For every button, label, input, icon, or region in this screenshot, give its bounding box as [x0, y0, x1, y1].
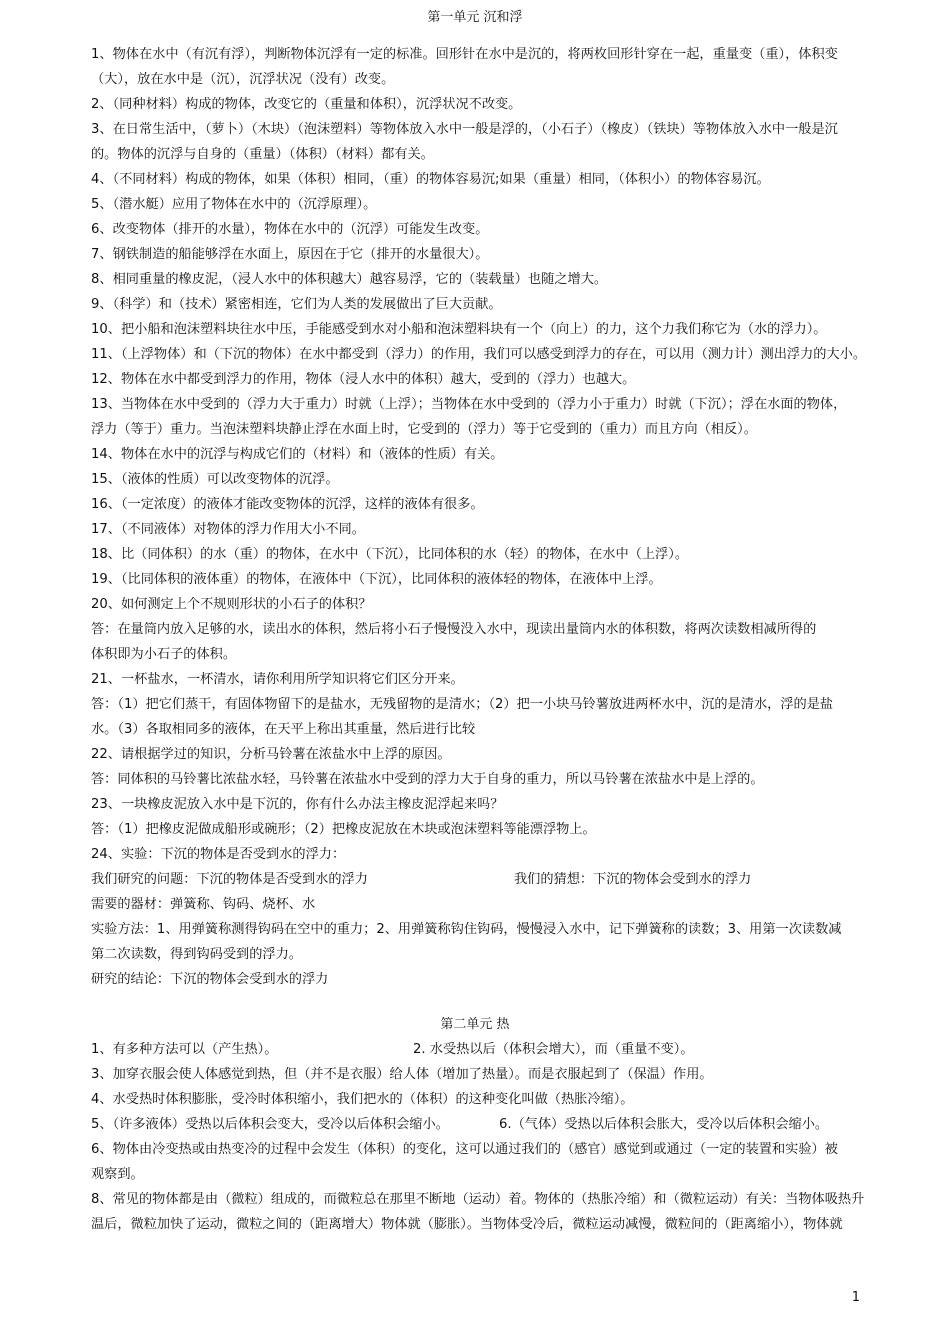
unit2-item-2: 2. 水受热以后（体积会增大），而（重量不变）。 — [413, 1042, 694, 1057]
unit2-item-5: 5、（许多液体）受热以后体积会变大，受冷以后体积会缩小。 — [91, 1117, 449, 1132]
text-line: 浮力（等于）重力。当泡沫塑料块静止浮在水面上时，它受到的（浮力）等于它受到的（重力）而且方向（相反）。 — [91, 422, 757, 437]
text-line: 水。（3）各取相同多的液体，在天平上称出其重量，然后进行比较 — [91, 722, 476, 737]
text-line: 22、请根据学过的知识，分析马铃薯在浓盐水中上浮的原因。 — [91, 747, 451, 762]
text-line: 答：在量筒内放入足够的水，读出水的体积，然后将小石子慢慢没入水中，现读出量筒内水的体积数，将两次读数相减所得的 — [91, 622, 817, 637]
text-line: 答：同体积的马铃薯比浓盐水轻，马铃薯在浓盐水中受到的浮力大于自身的重力，所以马铃薯在浓盐水中是上浮的。 — [91, 772, 764, 787]
text-line: 4、（不同材料）构成的物体，如果（体积）相同，（重）的物体容易沉;如果（重量）相同，（体积小）的物体容易沉。 — [91, 172, 770, 187]
unit2-item-6: 6.（气体）受热以后体积会胀大，受冷以后体积会缩小。 — [499, 1117, 829, 1132]
text-line: 21、一杯盐水，一杯清水，请你利用所学知识将它们区分开来。 — [91, 672, 464, 687]
text-line: 19、（比同体积的液体重）的物体，在液体中（下沉），比同体积的液体轻的物体，在液体中上浮。 — [91, 572, 662, 587]
text-line: 8、常见的物体都是由（微粒）组成的，而微粒总在那里不断地（运动）着。物体的（热胀冷缩）和（微粒运动）有关：当物体吸热升 — [91, 1192, 865, 1207]
text-line: 13、当物体在水中受到的（浮力大于重力）时就（上浮）；当物体在水中受到的（浮力小于重力）时就（下沉）；浮在水面的物体， — [91, 397, 847, 412]
unit2-body — [91, 1037, 871, 1237]
text-line: 11、（上浮物体）和（下沉的物体）在水中都受到（浮力）的作用，我们可以感受到浮力的存在，可以用（测力计）测出浮力的大小。 — [91, 347, 867, 362]
text-line: 答：（1）把橡皮泥做成船形或碗形；（2）把橡皮泥放在木块或泡沫塑料等能漂浮物上。 — [91, 822, 596, 837]
text-line: 实验方法：1、用弹簧称测得钩码在空中的重力；2、用弹簧称钩住钩码，慢慢浸入水中，记下弹簧称的读数；3、用第一次读数减 — [91, 922, 842, 937]
experiment-block — [91, 867, 871, 992]
text-line: 温后，微粒加快了运动，微粒之间的（距离增大）物体就（膨胀）。当物体受冷后，微粒运动减慢，微粒间的（距离缩小），物体就 — [91, 1217, 843, 1232]
experiment-question: 我们研究的问题：下沉的物体是否受到水的浮力 — [91, 872, 368, 887]
text-line: 9、（科学）和（技术）紧密相连，它们为人类的发展做出了巨大贡献。 — [91, 297, 502, 312]
text-line: 第二次读数，得到钩码受到的浮力。 — [91, 947, 302, 962]
text-line: 20、如何测定上个不规则形状的小石子的体积？ — [91, 597, 372, 612]
text-line: 10、把小船和泡沫塑料块往水中压，手能感受到水对小船和泡沫塑料块有一个（向上）的力，这个力我们称它为（水的浮力）。 — [91, 322, 827, 337]
text-line: 需要的器材：弹簧称、钩码、烧杯、水 — [91, 897, 316, 912]
text-line: 1、物体在水中（有沉有浮），判断物体沉浮有一定的标准。回形针在水中是沉的，将两枚回形针穿在一起，重量变（重），体积变 — [91, 47, 838, 62]
unit2-item-3: 3、加穿衣服会使人体感觉到热，但（并不是衣服）给人体（增加了热量）。而是衣服起到了（保温）作用。 — [91, 1067, 713, 1082]
text-line: （大），放在水中是（沉），沉浮状况（没有）改变。 — [91, 72, 395, 87]
text-line: 研究的结论：下沉的物体会受到水的浮力 — [91, 972, 329, 987]
unit1-title: 第一单元 沉和浮 — [427, 10, 523, 25]
text-line: 2、（同种材料）构成的物体，改变它的（重量和体积），沉浮状况不改变。 — [91, 97, 522, 112]
unit2-line — [91, 1037, 871, 1062]
text-line: 16、（一定浓度）的液体才能改变物体的沉浮，这样的液体有很多。 — [91, 497, 484, 512]
unit1-body — [91, 42, 871, 867]
text-line: 答：（1）把它们蒸干，有固体物留下的是盐水，无残留物的是清水；（2）把一小块马铃薯放进两杯水中，沉的是清水，浮的是盐 — [91, 697, 834, 712]
text-line: 3、在日常生活中，（萝卜）（木块）（泡沫塑料）等物体放入水中一般是浮的，（小石子）（橡皮）（铁块）等物体放入水中一般是沉 — [91, 122, 838, 137]
unit2-item-4: 4、水受热时体积膨胀，受冷时体积缩小，我们把水的（体积）的这种变化叫做（热胀冷缩）。 — [91, 1092, 634, 1107]
text-line: 观察到。 — [91, 1167, 144, 1182]
experiment-row — [91, 867, 871, 892]
text-line: 14、物体在水中的沉浮与构成它们的（材料）和（液体的性质）有关。 — [91, 447, 504, 462]
experiment-guess: 我们的猜想：下沉的物体会受到水的浮力 — [514, 872, 752, 887]
text-line: 6、改变物体（排开的水量），物体在水中的（沉浮）可能发生改变。 — [91, 222, 489, 237]
text-line: 6、物体由冷变热或由热变冷的过程中会发生（体积）的变化，这可以通过我们的（感官）感觉到或通过（一定的装置和实验）被 — [91, 1142, 838, 1157]
text-line: 7、钢铁制造的船能够浮在水面上，原因在于它（排开的水量很大）。 — [91, 247, 489, 262]
text-line: 5、（潜水艇）应用了物体在水中的（沉浮原理）。 — [91, 197, 377, 212]
text-line: 体积即为小石子的体积。 — [91, 647, 237, 662]
unit2-title: 第二单元 热 — [440, 1017, 510, 1032]
text-line: 18、比（同体积）的水（重）的物体，在水中（下沉），比同体积的水（轻）的物体，在水中（上浮）。 — [91, 547, 689, 562]
text-line: 23、一块橡皮泥放入水中是下沉的，你有什么办法主橡皮泥浮起来吗？ — [91, 797, 504, 812]
unit2-item-1: 1、有多种方法可以（产生热）。 — [91, 1042, 278, 1057]
text-line: 24、实验：下沉的物体是否受到水的浮力： — [91, 847, 346, 862]
page-number: 1 — [851, 1290, 860, 1305]
text-line: 17、（不同液体）对物体的浮力作用大小不同。 — [91, 522, 365, 537]
text-line: 的。物体的沉浮与自身的（重量）（体积）（材料）都有关。 — [91, 147, 434, 162]
unit2-line — [91, 1112, 871, 1137]
text-line: 12、物体在水中都受到浮力的作用，物体（浸人水中的体积）越大，受到的（浮力）也越大。 — [91, 372, 636, 387]
text-line: 8、相同重量的橡皮泥，（浸人水中的体积越大）越容易浮，它的（装载量）也随之增大。 — [91, 272, 608, 287]
text-line: 15、（液体的性质）可以改变物体的沉浮。 — [91, 472, 339, 487]
